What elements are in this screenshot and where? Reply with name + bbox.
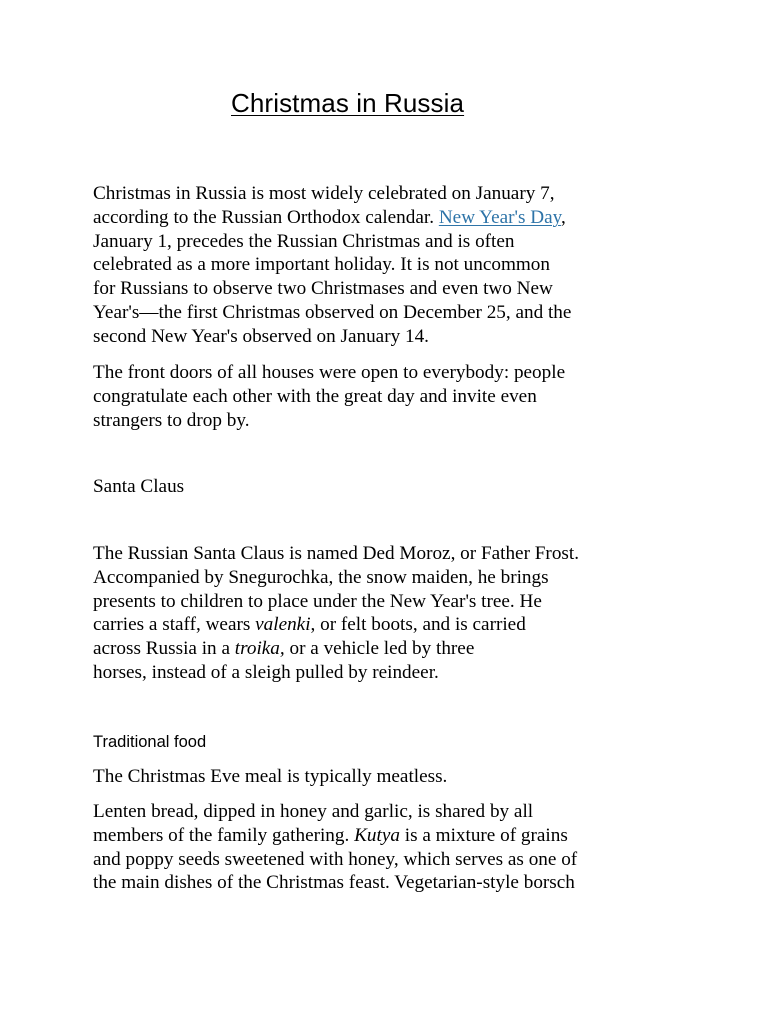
new-years-day-link[interactable]: New Year's Day — [438, 206, 561, 228]
santa-line-4-post: , or felt boots, and is carried — [310, 614, 526, 636]
eve-meal-line: The Christmas Eve meal is typically meatless. — [93, 766, 448, 787]
doors-line-2: congratulate each other with the great day and invite even — [93, 385, 537, 407]
intro-line-2 — [93, 206, 571, 230]
santa-line-1: The Russian Santa Claus is named Ded Moroz, or Father Frost. — [93, 543, 580, 564]
lenten-bread-paragraph — [93, 800, 577, 895]
doors-line-1: The front doors of all houses were open to everybody: people — [93, 362, 566, 383]
santa-line-5-pre: across Russia in a — [93, 638, 235, 660]
intro-paragraph — [93, 182, 571, 349]
santa-line-4 — [93, 613, 579, 637]
intro-line-2-text: according to the Russian Orthodox calendar. — [93, 206, 439, 228]
intro-line-7: second New Year's observed on January 14. — [93, 325, 429, 347]
santa-line-4-pre: carries a staff, wears — [93, 614, 256, 636]
santa-line-5 — [93, 637, 579, 661]
lenten-line-3: and poppy seeds sweetened with honey, which serves as one of — [93, 848, 578, 870]
intro-line-3: January 1, precedes the Russian Christmas and is often — [93, 230, 515, 252]
lenten-line-2-post: is a mixture of grains — [399, 824, 568, 846]
santa-line-3: presents to children to place under the New Year's tree. He — [93, 590, 542, 612]
christmas-eve-meal-paragraph — [93, 765, 447, 789]
lenten-line-2 — [93, 824, 577, 848]
santa-line-6: horses, instead of a sleigh pulled by reindeer. — [93, 661, 439, 683]
santa-line-2: Accompanied by Snegurochka, the snow maiden, he brings — [93, 566, 549, 588]
traditional-food-heading: Traditional food — [93, 733, 207, 751]
santa-heading-text: Santa Claus — [93, 476, 185, 497]
front-doors-paragraph — [93, 361, 565, 432]
santa-claus-heading — [93, 475, 184, 499]
valenki-term: valenki — [255, 614, 311, 636]
page-title: Christmas in Russia — [231, 88, 465, 118]
intro-line-2-comma: , — [560, 206, 566, 228]
troika-term: troika, — [234, 638, 285, 660]
intro-line-1: Christmas in Russia is most widely celebrated on January 7, — [93, 183, 555, 204]
lenten-line-2-pre: members of the family gathering. — [93, 824, 355, 846]
intro-line-4: celebrated as a more important holiday. It is not uncommon — [93, 254, 550, 276]
doors-line-3: strangers to drop by. — [93, 409, 250, 431]
intro-line-5: for Russians to observe two Christmases and even two New — [93, 278, 553, 300]
santa-claus-paragraph — [93, 542, 579, 685]
lenten-line-4: the main dishes of the Christmas feast. Vegetarian-style borsch — [93, 872, 575, 894]
intro-line-6: Year's—the first Christmas observed on December 25, and the — [93, 301, 572, 323]
lenten-line-1: Lenten bread, dipped in honey and garlic, is shared by all — [93, 801, 534, 822]
kutya-term: Kutya — [354, 824, 400, 846]
santa-line-5-post: or a vehicle led by three — [284, 638, 475, 660]
